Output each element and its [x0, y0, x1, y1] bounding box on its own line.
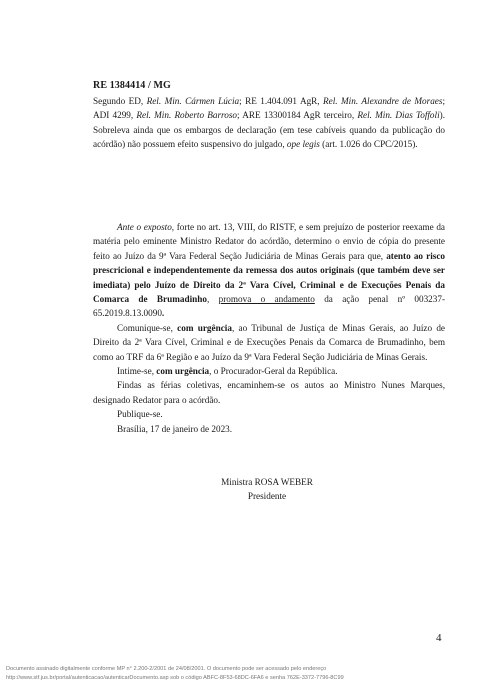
footer-line: Documento assinado digitalmente conforme MP n° 2.200-2/2001 de 24/08/2001. O documento pode ser acessado pelo endereço [6, 666, 327, 672]
text-run: Rel. Min. Alexandre de Moraes [323, 96, 443, 106]
text-run: Rel. Min. Dias Toffoli [357, 110, 440, 121]
text-run: da ação penal nº 003237-65.2019.8.13.0090 [93, 294, 446, 319]
authentication-footer [6, 665, 486, 683]
text-run: Ante o exposto [117, 222, 172, 232]
text-run: , [206, 294, 219, 305]
page-number: 4 [436, 632, 442, 644]
paragraph-notify [93, 364, 445, 378]
text-run: Rel. Min. Cármen Lúcia [146, 96, 240, 106]
paragraph-forward: Findas as férias coletivas, encaminhem-se os autos ao Ministro Nunes Marques, designado Redator para o acórdão. [93, 380, 445, 405]
document-header: RE 1384414 / MG [93, 80, 171, 91]
signature-block [192, 475, 342, 503]
text-run: promova o andamento [218, 294, 315, 305]
paragraph-date: Brasília, 17 de janeiro de 2023. [117, 423, 233, 434]
footer-link[interactable]: http://www.stf.jus.br/portal/autenticacao/autenticarDocumento.asp sob o código ABFC-8F53-68DC-6FA6 e senha 762E-3372-7796-8C99 [6, 675, 344, 681]
text-run: Comunique-se, [117, 322, 178, 333]
text-run: Intime-se, [117, 366, 157, 377]
paragraph-precedents [93, 94, 445, 152]
text-run: , o Procurador-Geral da República. [209, 366, 338, 377]
text-run: Segundo ED, [93, 96, 147, 106]
text-run: ope legis [286, 139, 320, 150]
signature-role: Presidente [247, 491, 287, 501]
text-run: . [161, 308, 165, 319]
text-run: com urgência [156, 366, 210, 377]
text-run: com urgência [177, 322, 232, 333]
decision-section [93, 220, 445, 436]
text-run: ; ARE 13300184 AgR terceiro, [237, 110, 358, 121]
signature-name: Ministra ROSA WEBER [221, 477, 313, 487]
paragraph-communicate [93, 321, 445, 364]
text-run: atento ao risco prescricional e independentemente da remessa dos autos originais (que também deve ser imediata) pelo Juízo de Direito da 2ª Vara Cível, Criminal e de Execuções Penais da Comarca de Brumadinho [93, 250, 445, 305]
paragraph-publish: Publique-se. [117, 409, 163, 420]
text-run: ; RE 1.404.091 AgR, [239, 96, 324, 106]
text-run: , forte no art. 13, VIII, do RISTF, e sem prejuízo de posterior reexame da matéria pelo eminente Ministro Redator do acórdão, determino o envio de cópia do presente feito ao Juízo da 9ª Vara Federal Seção Judiciária de Minas Gerais para que, [93, 222, 445, 261]
text-run: , ao Tribunal de Justiça de Minas Gerais, ao Juízo de Direito da 2ª Vara Cível, Criminal e de Execuções Penais da Comarca de Brumadinho, bem como ao TRF da 6ª Região e ao Juízo da 9ª Vara Federal Seção Judiciária de Minas Gerais. [93, 322, 445, 362]
text-run: (art. 1.026 do CPC/2015). [319, 139, 418, 150]
text-run: ; ADI 4299, [93, 96, 445, 121]
text-run: ). Sobreleva ainda que os embargos de declaração (em tese cabíveis quando da publicação do acórdão) não possuem efeito suspensivo do julgado, [93, 110, 445, 150]
paragraph-decision [93, 220, 445, 321]
text-run: Rel. Min. Roberto Barroso [136, 110, 238, 121]
